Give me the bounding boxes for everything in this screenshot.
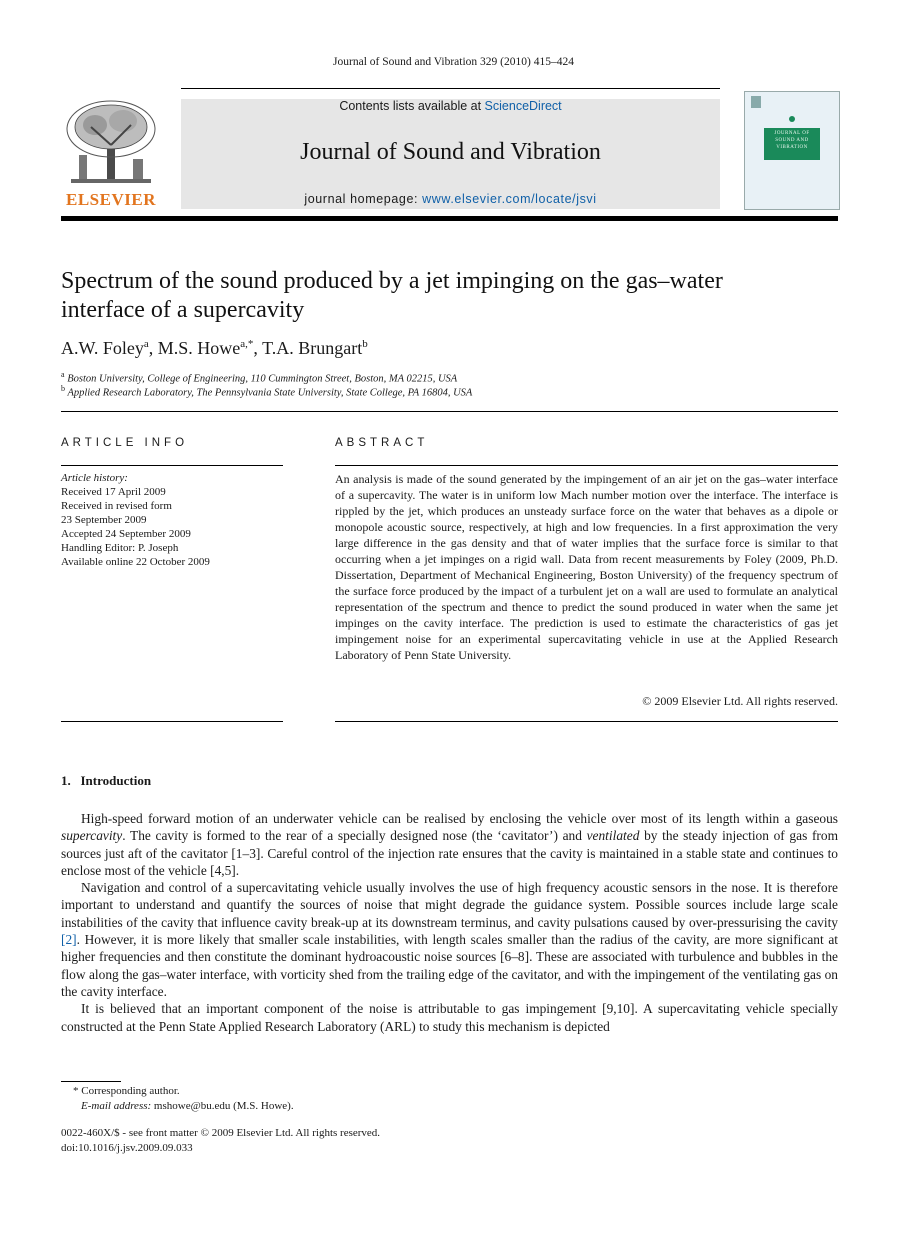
title-line-1: Spectrum of the sound produced by a jet impinging on the gas–water: [61, 268, 723, 294]
affiliation: [61, 384, 472, 399]
abstract-copyright: © 2009 Elsevier Ltd. All rights reserved.: [642, 694, 838, 708]
abstract-text: An analysis is made of the sound generated by the impingement of an air jet on the gas–water interface of a supercavity. The water is in uniform low Mach number motion over the interface. The interface is rippled by the jet, which produces an unsteady surface force on the water that behaves as a dipole or monopole acoustic source, respectively, at high and low frequencies. In a first approximation the very large difference in the gas density and that of water implies that the surface force is similar to that occurring when a jet impinges on a rigid wall. Data from recent measurements by Foley (2009, Ph.D. Dissertation, Department of Mechanical Engineering, Boston University) of the frequency spectrum of the surface force produced by the impact of a turbulent jet on a wall are used to formulate an analytical representation of the spectrum and thence to predict the sound produced in water when the same jet impinges on the cavity interface. The prediction is used to estimate the characteristics of gas jet impingement noise for an experimental supercavitating vehicle in use at the Applied Research Laboratory of Penn State University.: [335, 472, 838, 662]
history-line: Handling Editor: P. Joseph: [61, 542, 179, 554]
cover-title: JOURNAL OF SOUND AND VIBRATION: [764, 128, 820, 160]
affiliation-text: Boston University, College of Engineering, 110 Cummington Street, Boston, MA 02215, USA: [67, 373, 458, 385]
footnote-rule: [61, 1081, 121, 1082]
divider: [61, 465, 283, 466]
history-line: Accepted 24 September 2009: [61, 528, 191, 540]
sciencedirect-link[interactable]: ScienceDirect: [484, 99, 562, 113]
reference-link[interactable]: [2]: [61, 932, 77, 948]
doi-line[interactable]: doi:10.1016/j.jsv.2009.09.033: [61, 1141, 193, 1154]
history-line: Received in revised form: [61, 500, 172, 512]
elsevier-wordmark: ELSEVIER: [66, 190, 156, 209]
paragraph: It is believed that an important component of the noise is attributable to gas impingement [9,10]. A supercavitating vehicle specially constructed at the Penn State Applied Research Laboratory (ARL) to study this mechanism is depicted: [61, 1001, 838, 1034]
author-name[interactable]: M.S. Howe: [157, 338, 241, 358]
author-name[interactable]: A.W. Foley: [61, 338, 144, 358]
article-info-heading: ARTICLE INFO: [61, 437, 189, 449]
issn-line: 0022-460X/$ - see front matter © 2009 Elsevier Ltd. All rights reserved.: [61, 1127, 381, 1139]
article-title: [61, 267, 838, 325]
affiliation: [61, 370, 457, 385]
affiliation-mark: b: [61, 384, 65, 393]
email-address[interactable]: mshowe@bu.edu (M.S. Howe).: [151, 1100, 294, 1112]
abstract-heading: ABSTRACT: [335, 437, 429, 449]
history-line: Available online 22 October 2009: [61, 556, 210, 568]
email-label: E-mail address:: [81, 1100, 152, 1112]
divider: [335, 721, 838, 722]
divider: [61, 721, 283, 722]
divider: [335, 465, 838, 466]
journal-cover-thumbnail: [744, 91, 840, 210]
section-heading-introduction: [61, 773, 151, 789]
paragraph: Navigation and control of a supercavitating vehicle usually involves the use of high frequency acoustic sensors in the nose. It is therefore important to understand and quantify the sources of noise that might degrade the guidance system. Possible sources include large scale instabilities of the cavity that influence cavity break-up at its downstream terminus, and cavity pulsations caused by over-pressurising the cavity [2]. However, it is more likely that smaller scale instabilities, with length scales smaller than the radius of the cavity, are more significant at higher frequencies and then constitute the dominant hydroacoustic noise sources [6–8]. These are associated with turbulence and bubbles in the flow along the gas–water interface, with vorticity shed from the trailing edge of the cavitator, and with the impingement of the ventilating gas on the cavity interface.: [61, 880, 838, 999]
introduction-body: [61, 810, 838, 1035]
divider: [61, 411, 838, 412]
header-top-rule: [181, 88, 720, 89]
journal-name: Journal of Sound and Vibration: [300, 139, 601, 165]
article-history: [61, 471, 283, 569]
title-line-2: interface of a supercavity: [61, 297, 305, 323]
footer-meta: [61, 1126, 380, 1155]
affiliation-mark: a: [61, 370, 65, 379]
history-line: Received 17 April 2009: [61, 486, 166, 498]
author-affiliation-mark: b: [362, 338, 368, 350]
author-list: A.W. Foley$^a$, M.S. Howe$^{a,*}$, T.A. Brungart$^b$: [61, 338, 368, 358]
paragraph: High-speed forward motion of an underwater vehicle can be realised by enclosing the vehicle over most of its length within a gaseous supercavity. The cavity is formed to the rear of a specially designed nose (the ‘cavitator’) and ventilated by the steady injection of gas from sources just aft of the cavitator [1–3]. Careful control of the injection rate ensures that the cavity is maintained in a stable state and continues to enclose most of the vehicle [4,5].: [61, 811, 838, 878]
author-affiliation-mark: a: [143, 338, 149, 350]
history-line: 23 September 2009: [61, 514, 147, 526]
journal-citation: Journal of Sound and Vibration 329 (2010) 415–424: [333, 56, 574, 68]
email-note: [61, 1099, 294, 1114]
section-title: Introduction: [80, 773, 152, 788]
author-affiliation-mark: a,*: [240, 338, 254, 350]
author-name[interactable]: T.A. Brungart: [262, 338, 363, 358]
contents-prefix: Contents lists available at: [339, 99, 485, 113]
corresponding-author-note: * Corresponding author.: [73, 1085, 180, 1097]
homepage-link[interactable]: www.elsevier.com/locate/jsvi: [422, 192, 597, 206]
section-number: 1.: [61, 773, 71, 788]
affiliation-text: Applied Research Laboratory, The Pennsylvania State University, State College, PA 16804, USA: [67, 387, 473, 399]
homepage-line: [181, 192, 720, 206]
header-thick-rule: [61, 216, 838, 221]
homepage-prefix: journal homepage:: [304, 192, 423, 206]
history-label: Article history:: [61, 472, 128, 484]
contents-line: [181, 99, 720, 113]
